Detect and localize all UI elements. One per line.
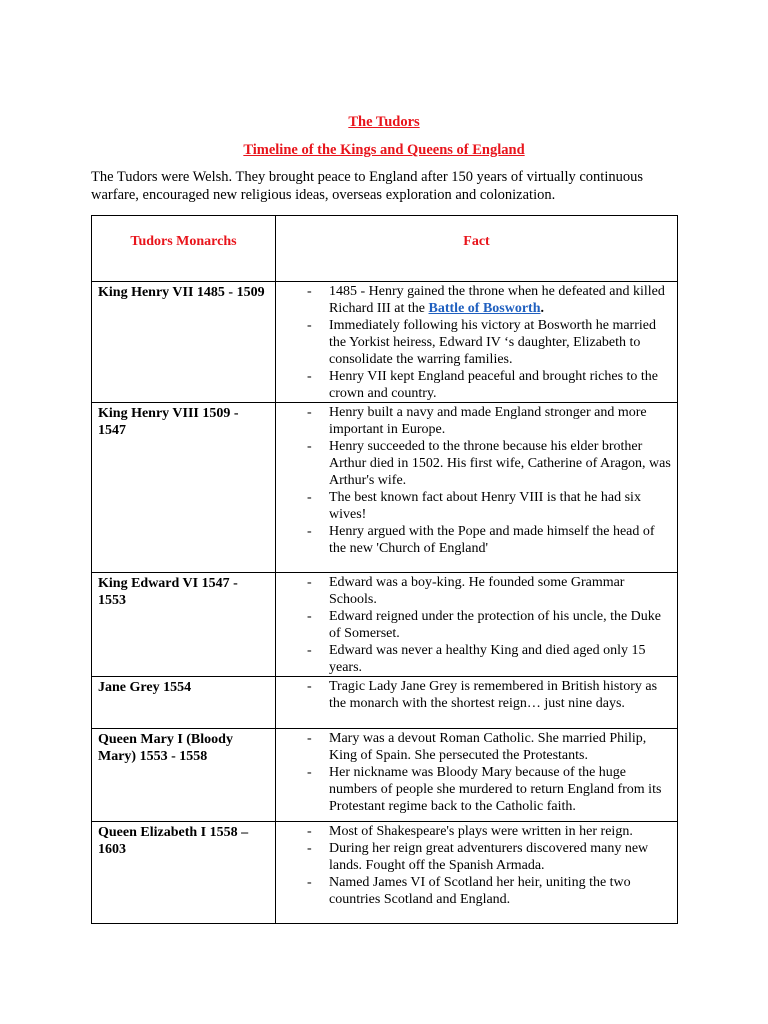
- facts-cell: [276, 677, 678, 729]
- fact-list: [276, 822, 677, 908]
- fact-item: [276, 283, 671, 317]
- fact-list: [276, 282, 677, 402]
- fact-text-end: .: [540, 301, 545, 316]
- fact-list: [276, 729, 677, 815]
- monarchs-table: [91, 215, 678, 924]
- monarch-name: Jane Grey 1554: [92, 677, 276, 729]
- fact-item: - Named James VI of Scotland her heir, uniting the two countries Scotland and England.: [276, 874, 671, 908]
- facts-cell: [276, 822, 678, 924]
- fact-item: - Mary was a devout Roman Catholic. She married Philip, King of Spain. She persecuted the Protestants.: [276, 730, 671, 764]
- document-subtitle: Timeline of the Kings and Queens of England: [243, 142, 525, 158]
- monarch-name: Queen Mary I (Bloody Mary) 1553 - 1558: [92, 729, 276, 822]
- fact-list: [276, 403, 677, 557]
- fact-item: - The best known fact about Henry VIII is that he had six wives!: [276, 489, 671, 523]
- facts-cell: [276, 729, 678, 822]
- fact-item: - Edward was never a healthy King and died aged only 15 years.: [276, 642, 671, 676]
- fact-item: - Henry succeeded to the throne because his elder brother Arthur died in 1502. His first wife, Catherine of Aragon, was Arthur's wife.: [276, 438, 671, 489]
- fact-item: - During her reign great adventurers discovered many new lands. Fought off the Spanish Armada.: [276, 840, 671, 874]
- fact-list: [276, 573, 677, 676]
- fact-item: - Henry built a navy and made England stronger and more important in Europe.: [276, 404, 671, 438]
- intro-paragraph: The Tudors were Welsh. They brought peace to England after 150 years of virtually continuous warfare, encouraged new religious ideas, overseas exploration and colonization.: [91, 169, 643, 203]
- facts-cell: [276, 282, 678, 403]
- monarch-name: King Henry VIII 1509 - 1547: [92, 403, 276, 573]
- table-row: [92, 677, 678, 729]
- fact-item: - Tragic Lady Jane Grey is remembered in British history as the monarch with the shortest reign… just nine days.: [276, 678, 671, 712]
- fact-item: - Immediately following his victory at Bosworth he married the Yorkist heiress, Edward IV ‘s daughter, Elizabeth to consolidate the warring families.: [276, 317, 671, 368]
- monarch-name: King Edward VI 1547 - 1553: [92, 573, 276, 677]
- fact-item: - Edward was a boy-king. He founded some Grammar Schools.: [276, 574, 671, 608]
- table-row: [92, 282, 678, 403]
- facts-cell: [276, 573, 678, 677]
- monarch-name: King Henry VII 1485 - 1509: [92, 282, 276, 403]
- table-row: [92, 822, 678, 924]
- fact-item: - Her nickname was Bloody Mary because of the huge numbers of people she murdered to return England from its Protestant regime back to the Catholic faith.: [276, 764, 671, 815]
- fact-list: [276, 677, 677, 712]
- header-fact: Fact: [276, 216, 678, 282]
- table-row: [92, 403, 678, 573]
- fact-item: - Edward reigned under the protection of his uncle, the Duke of Somerset.: [276, 608, 671, 642]
- fact-item: - Most of Shakespeare's plays were written in her reign.: [276, 823, 671, 840]
- fact-item: - Henry argued with the Pope and made himself the head of the new 'Church of England': [276, 523, 671, 557]
- table-row: [92, 729, 678, 822]
- monarch-name: Queen Elizabeth I 1558 – 1603: [92, 822, 276, 924]
- fact-item: - Henry VII kept England peaceful and brought riches to the crown and country.: [276, 368, 671, 402]
- table-header-row: [92, 216, 678, 282]
- fact-text: 1485 - Henry gained the throne when he defeated and killed Richard III at the: [329, 284, 665, 316]
- facts-cell: [276, 403, 678, 573]
- table-row: [92, 573, 678, 677]
- header-monarchs: Tudors Monarchs: [92, 216, 276, 282]
- battle-of-bosworth-link[interactable]: Battle of Bosworth: [428, 301, 541, 316]
- document-title: The Tudors: [348, 114, 420, 130]
